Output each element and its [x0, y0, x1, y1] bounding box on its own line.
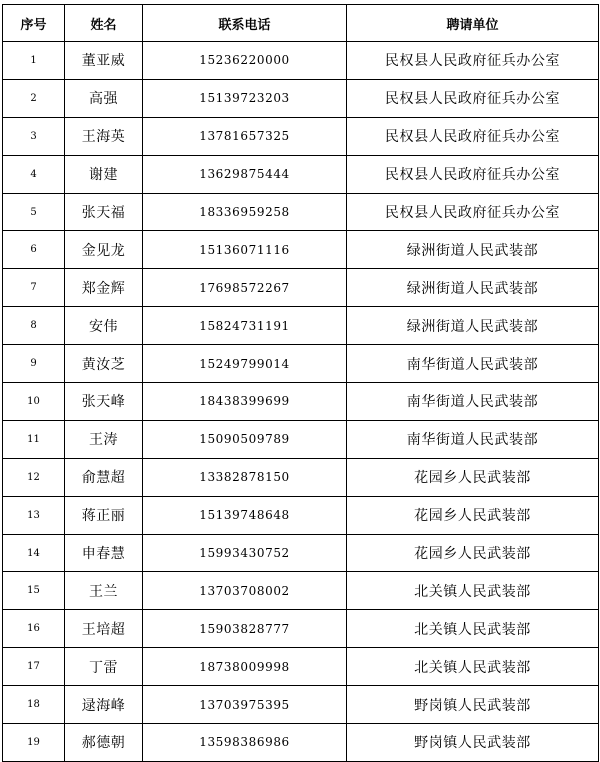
table-body: [3, 42, 599, 762]
table-row: [3, 117, 599, 155]
cell-phone: 13781657325: [143, 117, 347, 155]
cell-index: 19: [3, 724, 65, 762]
table-row: [3, 458, 599, 496]
table-row: [3, 155, 599, 193]
cell-unit: 花园乡人民武装部: [347, 496, 599, 534]
table-row: [3, 307, 599, 345]
cell-phone: 13703975395: [143, 686, 347, 724]
table-row: [3, 496, 599, 534]
cell-name: 逯海峰: [65, 686, 143, 724]
table-row: [3, 724, 599, 762]
cell-index: 12: [3, 458, 65, 496]
table-row: [3, 420, 599, 458]
cell-index: 10: [3, 383, 65, 421]
cell-name: 蒋正丽: [65, 496, 143, 534]
cell-name: 王培超: [65, 610, 143, 648]
cell-name: 郝德朝: [65, 724, 143, 762]
table-row: [3, 345, 599, 383]
cell-unit: 绿洲街道人民武装部: [347, 231, 599, 269]
cell-name: 黄汝芝: [65, 345, 143, 383]
cell-phone: 13598386986: [143, 724, 347, 762]
cell-phone: 15090509789: [143, 420, 347, 458]
cell-index: 7: [3, 269, 65, 307]
table-row: [3, 648, 599, 686]
cell-phone: 13703708002: [143, 572, 347, 610]
cell-name: 张天峰: [65, 383, 143, 421]
cell-phone: 15139723203: [143, 79, 347, 117]
cell-unit: 野岗镇人民武装部: [347, 686, 599, 724]
cell-unit: 北关镇人民武装部: [347, 572, 599, 610]
header-unit: 聘请单位: [347, 5, 599, 42]
cell-name: 俞慧超: [65, 458, 143, 496]
cell-name: 张天福: [65, 193, 143, 231]
table-row: [3, 79, 599, 117]
table-row: [3, 572, 599, 610]
cell-phone: 15136071116: [143, 231, 347, 269]
cell-unit: 花园乡人民武装部: [347, 534, 599, 572]
cell-index: 15: [3, 572, 65, 610]
header-index: 序号: [3, 5, 65, 42]
cell-unit: 民权县人民政府征兵办公室: [347, 155, 599, 193]
cell-name: 金见龙: [65, 231, 143, 269]
cell-unit: 南华街道人民武装部: [347, 345, 599, 383]
cell-name: 郑金辉: [65, 269, 143, 307]
cell-name: 丁雷: [65, 648, 143, 686]
cell-name: 谢建: [65, 155, 143, 193]
cell-index: 6: [3, 231, 65, 269]
table-row: [3, 686, 599, 724]
cell-unit: 花园乡人民武装部: [347, 458, 599, 496]
cell-unit: 民权县人民政府征兵办公室: [347, 42, 599, 80]
cell-phone: 13629875444: [143, 155, 347, 193]
table-row: [3, 193, 599, 231]
cell-phone: 15139748648: [143, 496, 347, 534]
cell-index: 1: [3, 42, 65, 80]
cell-index: 16: [3, 610, 65, 648]
cell-phone: 13382878150: [143, 458, 347, 496]
cell-phone: 17698572267: [143, 269, 347, 307]
cell-unit: 民权县人民政府征兵办公室: [347, 193, 599, 231]
cell-unit: 北关镇人民武装部: [347, 610, 599, 648]
cell-unit: 绿洲街道人民武装部: [347, 269, 599, 307]
cell-phone: 15249799014: [143, 345, 347, 383]
table-row: [3, 383, 599, 421]
cell-unit: 民权县人民政府征兵办公室: [347, 117, 599, 155]
cell-phone: 15824731191: [143, 307, 347, 345]
cell-name: 董亚威: [65, 42, 143, 80]
cell-phone: 15993430752: [143, 534, 347, 572]
cell-unit: 北关镇人民武装部: [347, 648, 599, 686]
table-row: [3, 269, 599, 307]
table-row: [3, 534, 599, 572]
header-name: 姓名: [65, 5, 143, 42]
table-row: [3, 42, 599, 80]
header-phone: 联系电话: [143, 5, 347, 42]
cell-unit: 绿洲街道人民武装部: [347, 307, 599, 345]
cell-name: 王涛: [65, 420, 143, 458]
table-header: [3, 5, 599, 42]
cell-index: 8: [3, 307, 65, 345]
cell-unit: 南华街道人民武装部: [347, 383, 599, 421]
cell-name: 王兰: [65, 572, 143, 610]
header-row: [3, 5, 599, 42]
cell-phone: 18336959258: [143, 193, 347, 231]
cell-phone: 18438399699: [143, 383, 347, 421]
cell-phone: 15903828777: [143, 610, 347, 648]
cell-unit: 民权县人民政府征兵办公室: [347, 79, 599, 117]
cell-name: 王海英: [65, 117, 143, 155]
cell-phone: 15236220000: [143, 42, 347, 80]
cell-index: 17: [3, 648, 65, 686]
cell-index: 3: [3, 117, 65, 155]
cell-index: 9: [3, 345, 65, 383]
contact-table: [2, 4, 599, 762]
table-row: [3, 231, 599, 269]
cell-index: 11: [3, 420, 65, 458]
cell-name: 安伟: [65, 307, 143, 345]
cell-unit: 南华街道人民武装部: [347, 420, 599, 458]
cell-phone: 18738009998: [143, 648, 347, 686]
cell-name: 高强: [65, 79, 143, 117]
cell-index: 18: [3, 686, 65, 724]
cell-unit: 野岗镇人民武装部: [347, 724, 599, 762]
cell-index: 5: [3, 193, 65, 231]
cell-index: 13: [3, 496, 65, 534]
cell-index: 2: [3, 79, 65, 117]
cell-index: 4: [3, 155, 65, 193]
cell-name: 申春慧: [65, 534, 143, 572]
table-row: [3, 610, 599, 648]
cell-index: 14: [3, 534, 65, 572]
